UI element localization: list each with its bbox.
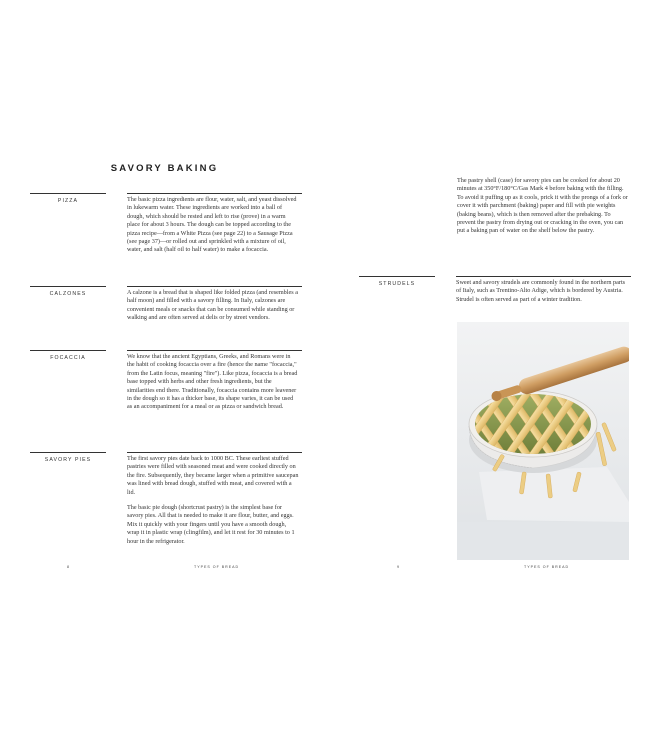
entry-label: SAVORY PIES: [44, 457, 92, 463]
intro-paragraph: The pastry shell (case) for savory pies can be cooked for about 20 minutes at 350°F/180°C/Gas Mark 4 before baking with the filling. To avoid it puffing up as it cools, prick it with the prongs of a fork or cover it with parchment (baking) paper and fill with pie weights (baking beans), which is then removed after the prebaking. To prevent the pastry from drying out or cracking in the oven, you can put a baking pan of water on the shelf below the pastry.: [457, 177, 628, 235]
page-number: 8: [67, 565, 70, 569]
entry-label: PIZZA: [57, 198, 79, 204]
entry-label: FOCACCIA: [50, 355, 86, 361]
body-rule: [127, 193, 302, 194]
entry-body: [127, 196, 299, 262]
body-rule: [127, 452, 302, 453]
running-title: TYPES OF BREAD: [524, 565, 570, 569]
label-rule: [30, 452, 106, 453]
right-page: [329, 0, 658, 734]
paragraph: Sweet and savory strudels are commonly found in the northern parts of Italy, such as Trentino-Alto Adige, which is bordered by Austria. Strudel is often served as part of a winter tradition.: [456, 279, 626, 303]
entry-label: CALZONES: [49, 291, 87, 297]
section-title: SAVORY BAKING: [110, 163, 219, 174]
pie-photo: [457, 322, 629, 560]
paragraph: The basic pizza ingredients are flour, water, salt, and yeast dissolved in lukewarm water. These ingredients are worked into a ball of dough, which should be rested and left to rise (prove) in a warm place for about 3 hours. The dough can be topped according to the pizza recipe—from a White Pizza (see page 22) to a Sausage Pizza (see page 37)—or rolled out and sprinkled with a mixture of oil, water, and salt (half oil to half water) to make a focaccia.: [127, 196, 297, 254]
label-rule: [30, 193, 106, 194]
paragraph: The basic pie dough (shortcrust pastry) is the simplest base for savory pies. All that is needed to make it are flour, butter, and eggs. Mix it quickly with your fingers until you have a smooth dough, wrap it in plastic wrap (clingfilm), and let it rest for 30 minutes to 1 hour in the refrigerator.: [127, 504, 295, 545]
label-rule: [30, 286, 106, 287]
label-rule: [359, 276, 435, 277]
body-rule: [127, 350, 302, 351]
paragraph: We know that the ancient Egyptians, Greeks, and Romans were in the habit of cooking focaccia over a fire (hence the name "focaccia," from the Latin focus, meaning "fire"). Like pizza, focaccia is a bread base topped with herbs and other fresh ingredients, but the similarities end there. Traditionally, focaccia contains more leavener in the dough so it has a thicker base, its shape varies, it can be used as an accompaniment for a meal or as pizza or sandwich bread.: [127, 353, 298, 411]
running-title: TYPES OF BREAD: [194, 565, 240, 569]
entry-body: [127, 289, 299, 330]
body-rule: [127, 286, 302, 287]
pie-illustration: [457, 322, 629, 560]
entry-label: STRUDELS: [378, 281, 416, 287]
label-rule: [30, 350, 106, 351]
entry-body: [127, 353, 299, 419]
paragraph: The first savory pies date back to 1000 BC. These earliest stuffed pastries were filled with seasoned meat and were cooked directly on the fire. Subsequently, they became larger when a primitive saucepan was lined with bread dough, stuffed with meat, and covered with a lid.: [127, 455, 299, 496]
page-number: 9: [397, 565, 400, 569]
entry-body: [127, 455, 299, 553]
paragraph: A calzone is a bread that is shaped like folded pizza (and resembles a half moon) and filled with a savory filling. In Italy, calzones are convenient meals or snacks that can be consumed while standing or walking and are often served at delis or by street vendors.: [127, 289, 298, 322]
entry-body: [456, 279, 628, 311]
body-rule: [456, 276, 631, 277]
